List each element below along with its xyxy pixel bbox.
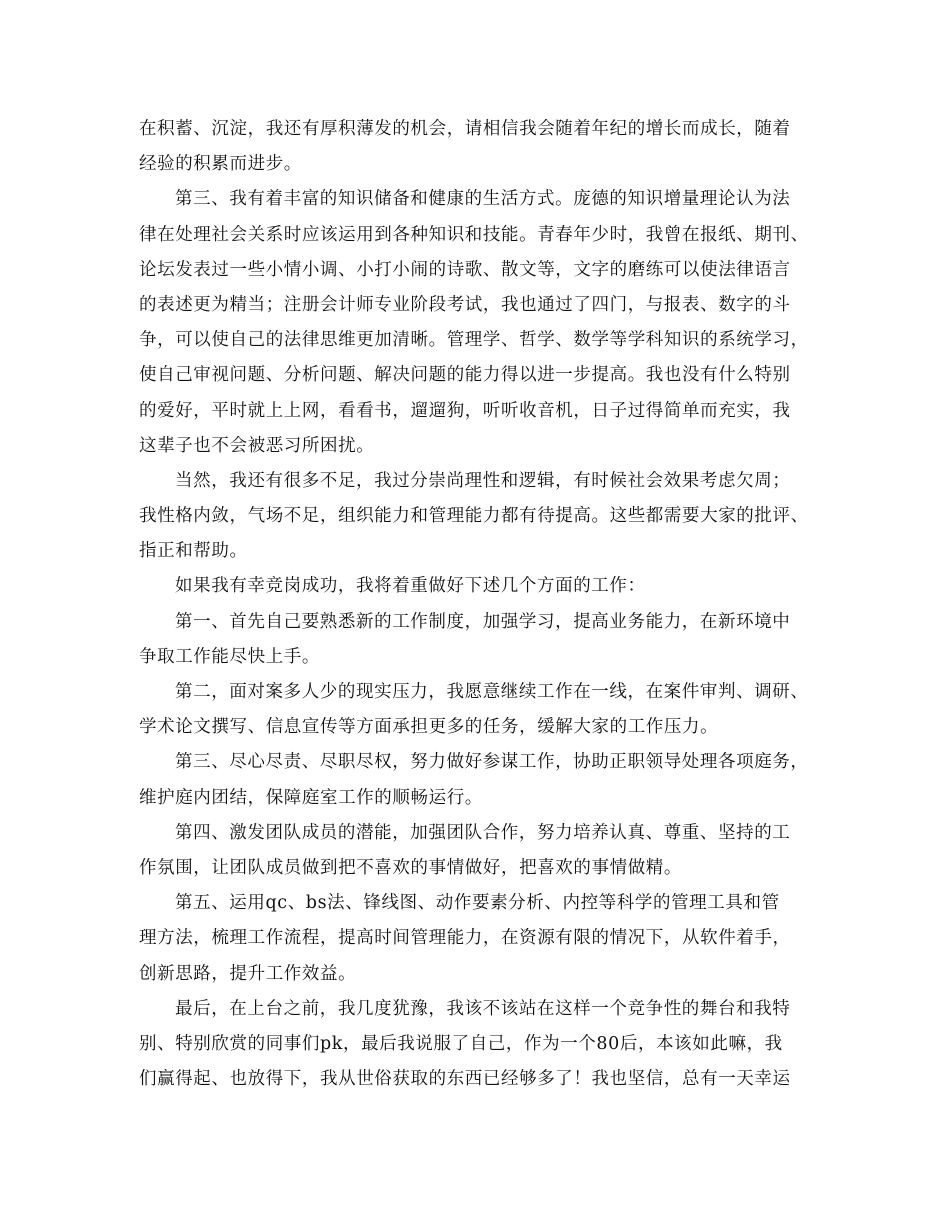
paragraph-first-line: 当然，我还有很多不足，我过分崇尚理性和逻辑，有时候社会效果考虑欠周； [175, 470, 791, 491]
paragraph-first-line: 第三、尽心尽责、尽职尽权，努力做好参谋工作，协助正职领导处理各项庭务， [175, 752, 809, 773]
text-line: 论坛发表过一些小情小调、小打小闹的诗歌、散文等，文字的磨练可以使法律语言 [139, 259, 791, 280]
text-line: 争取工作能尽快上手。 [139, 646, 320, 667]
text-line: 我性格内敛，气场不足，组织能力和管理能力都有待提高。这些都需要大家的批评、 [139, 506, 809, 527]
paragraph-first-line: 如果我有幸竞岗成功，我将着重做好下述几个方面的工作： [175, 576, 646, 597]
text-line: 在积蓄、沉淀，我还有厚积薄发的机会，请相信我会随着年纪的增长而成长，随着 [139, 119, 791, 139]
text-line: 争，可以使自己的法律思维更加清晰。管理学、哲学、数学等学科知识的系统学习， [139, 330, 809, 351]
text-line: 的爱好，平时就上上网，看看书，遛遛狗，听听收音机，日子过得简单而充实，我 [139, 400, 791, 421]
text-line: 别、特别欣赏的同事们pk，最后我说服了自己，作为一个80后，本该如此嘛，我 [139, 1033, 783, 1054]
text-line: 律在处理社会关系时应该运用到各种知识和技能。青春年少时，我曾在报纸、期刊、 [139, 224, 809, 245]
text-line: 指正和帮助。 [139, 541, 248, 562]
document-body [139, 112, 829, 1097]
text-line: 维护庭内团结，保障庭室工作的顺畅运行。 [139, 787, 483, 808]
text-line: 作氛围，让团队成员做到把不喜欢的事情做好，把喜欢的事情做精。 [139, 857, 682, 878]
text-line: 理方法，梳理工作流程，提高时间管理能力，在资源有限的情况下，从软件着手， [139, 928, 791, 949]
paragraph-first-line: 第二，面对案多人少的现实压力，我愿意继续工作在一线，在案件审判、调研、 [175, 682, 809, 702]
paragraph-first-line: 第四、激发团队成员的潜能，加强团队合作，努力培养认真、尊重、坚持的工 [175, 822, 791, 843]
paragraph-first-line: 第一、首先自己要熟悉新的工作制度，加强学习，提高业务能力，在新环境中 [175, 611, 791, 632]
text-line: 的表述更为精当；注册会计师专业阶段考试，我也通过了四门，与报表、数字的斗 [139, 294, 791, 315]
text-line: 们赢得起、也放得下，我从世俗获取的东西已经够多了！我也坚信，总有一天幸运 [139, 1069, 791, 1090]
text-line: 使自己审视问题、分析问题、解决问题的能力得以进一步提高。我也没有什么特别 [139, 365, 791, 386]
paragraph-first-line: 第五、运用qc、bs法、锋线图、动作要素分析、内控等科学的管理工具和管 [175, 893, 780, 914]
text-line: 经验的积累而进步。 [139, 154, 302, 175]
text-line: 学术论文撰写、信息宣传等方面承担更多的任务，缓解大家的工作压力。 [139, 717, 719, 738]
text-line: 创新思路，提升工作效益。 [139, 963, 357, 984]
paragraph-first-line: 最后，在上台之前，我几度犹豫，我该不该站在这样一个竞争性的舞台和我特 [175, 998, 791, 1019]
paragraph-first-line: 第三、我有着丰富的知识储备和健康的生活方式。庞德的知识增量理论认为法 [175, 189, 791, 210]
text-line: 这辈子也不会被恶习所困扰。 [139, 435, 375, 456]
